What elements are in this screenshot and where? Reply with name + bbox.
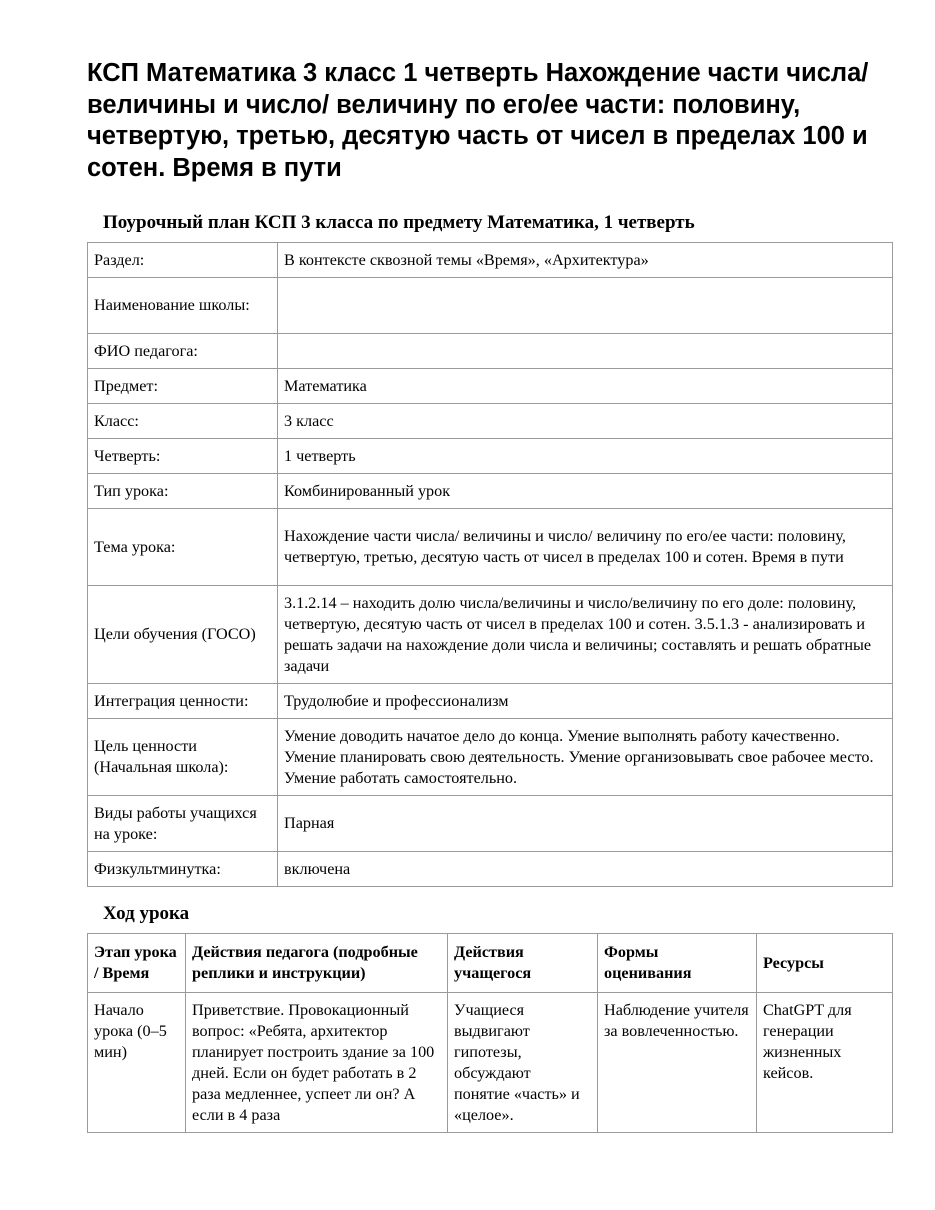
table-row — [88, 404, 893, 439]
row-label: Тема урока: — [88, 509, 278, 586]
table-row — [88, 993, 893, 1133]
row-label: Физкультминутка: — [88, 852, 278, 887]
row-label: Класс: — [88, 404, 278, 439]
column-header-teacher-actions: Действия педагога (подробные реплики и инструкции) — [186, 934, 448, 993]
table-row — [88, 796, 893, 852]
document-title: КСП Математика 3 класс 1 четверть Нахождение части числа/ величины и число/ величину по его/ее части: половину, четвертую, третью, десятую часть от чисел в пределах 100 и сотен. Время в пути — [87, 59, 869, 182]
row-label: Интеграция ценности: — [88, 684, 278, 719]
row-label: Наименование школы: — [88, 278, 278, 334]
table-row — [88, 852, 893, 887]
table-row — [88, 334, 893, 369]
column-header-stage: Этап урока / Время — [88, 934, 186, 993]
assessment-cell: Наблюдение учителя за вовлеченностью. — [598, 993, 757, 1133]
plan-heading: Поурочный план КСП 3 класса по предмету Математика, 1 четверть — [103, 212, 695, 233]
table-row — [88, 586, 893, 684]
row-value: Математика — [278, 369, 893, 404]
table-row — [88, 369, 893, 404]
row-label: Предмет: — [88, 369, 278, 404]
row-label: Цель ценности (Начальная школа): — [88, 719, 278, 796]
table-row — [88, 243, 893, 278]
resources-cell: ChatGPT для генерации жизненных кейсов. — [757, 993, 893, 1133]
lesson-info-table — [87, 242, 893, 887]
row-label: Цели обучения (ГОСО) — [88, 586, 278, 684]
stage-cell: Начало урока (0–5 мин) — [88, 993, 186, 1133]
row-label: Раздел: — [88, 243, 278, 278]
row-value: В контексте сквозной темы «Время», «Архитектура» — [278, 243, 893, 278]
table-row — [88, 439, 893, 474]
row-value: 3 класс — [278, 404, 893, 439]
row-value — [278, 278, 893, 334]
table-row — [88, 684, 893, 719]
lesson-heading: Ход урока — [103, 903, 190, 924]
row-value: 3.1.2.14 – находить долю числа/величины и число/величину по его доле: половину, четвертую, десятую часть от чисел в пределах 100 и сотен. 3.5.1.3 - анализировать и решать задачи на нахождение доли числа и величины; составлять и решать обратные задачи — [278, 586, 893, 684]
column-header-assessment: Формы оценивания — [598, 934, 757, 993]
table-row — [88, 278, 893, 334]
student-actions-cell: Учащиеся выдвигают гипотезы, обсуждают понятие «часть» и «целое». — [448, 993, 598, 1133]
table-row — [88, 509, 893, 586]
table-header-row — [88, 934, 893, 993]
row-value: Нахождение части числа/ величины и число/ величину по его/ее части: половину, четвертую, третью, десятую часть от чисел в пределах 100 и сотен. Время в пути — [278, 509, 893, 586]
row-value: Парная — [278, 796, 893, 852]
row-value: Умение доводить начатое дело до конца. Умение выполнять работу качественно. Умение планировать свою деятельность. Умение организовывать свое рабочее место. Умение работать самостоятельно. — [278, 719, 893, 796]
row-value: включена — [278, 852, 893, 887]
table-row — [88, 474, 893, 509]
column-header-resources: Ресурсы — [757, 934, 893, 993]
row-value: Комбинированный урок — [278, 474, 893, 509]
row-value: 1 четверть — [278, 439, 893, 474]
teacher-actions-cell: Приветствие. Провокационный вопрос: «Ребята, архитектор планирует построить здание за 100 дней. Если он будет работать в 2 раза медленнее, успеет ли он? А если в 4 раза — [186, 993, 448, 1133]
lesson-progress-table — [87, 933, 893, 1133]
row-value: Трудолюбие и профессионализм — [278, 684, 893, 719]
row-value — [278, 334, 893, 369]
row-label: Виды работы учащихся на уроке: — [88, 796, 278, 852]
column-header-student-actions: Действия учащегося — [448, 934, 598, 993]
table-row — [88, 719, 893, 796]
row-label: ФИО педагога: — [88, 334, 278, 369]
row-label: Четверть: — [88, 439, 278, 474]
row-label: Тип урока: — [88, 474, 278, 509]
